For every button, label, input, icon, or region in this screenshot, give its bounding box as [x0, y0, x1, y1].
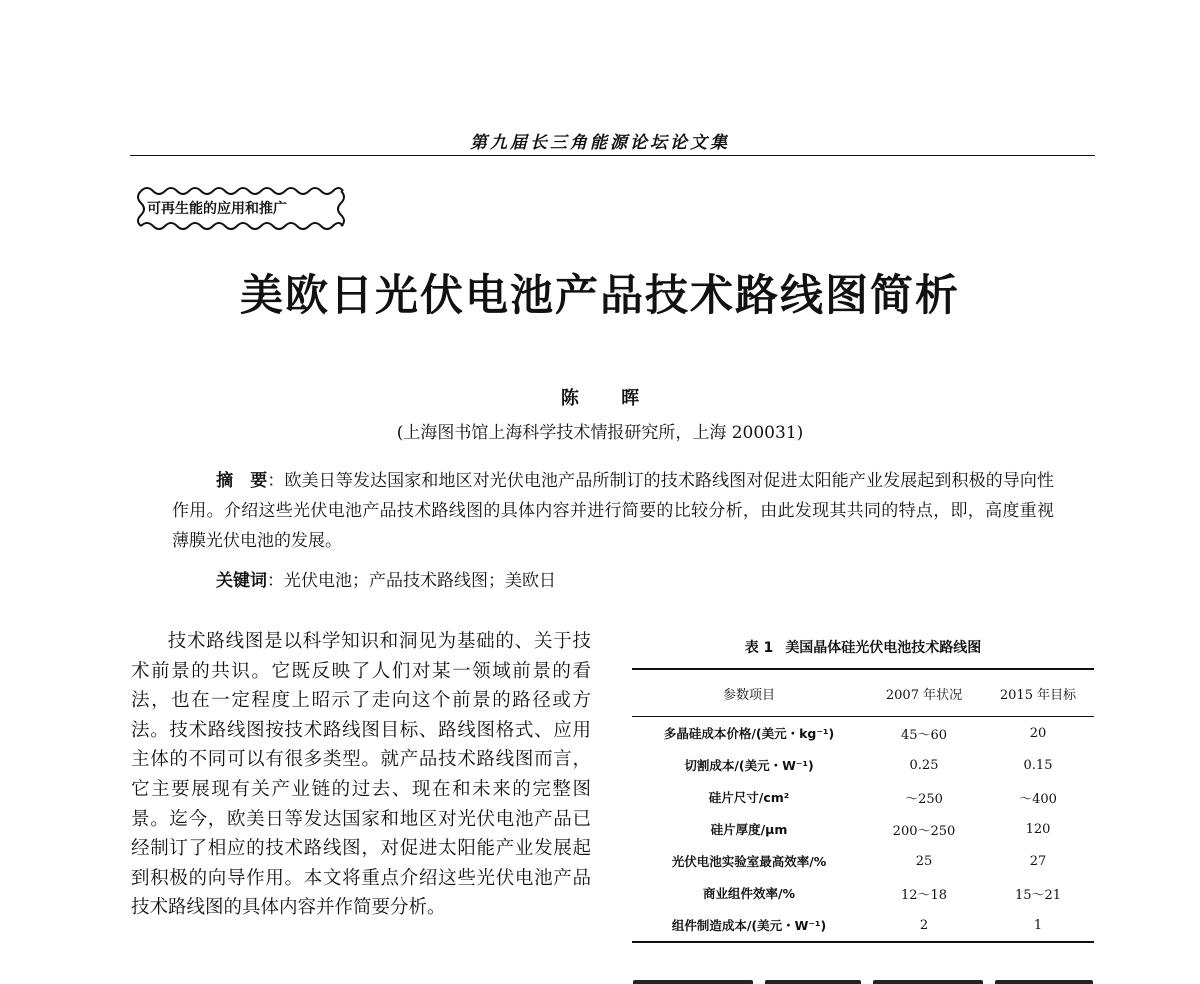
table-cell: 光伏电池实验室最高效率/%	[671, 854, 827, 869]
table-cell: 0.15	[1023, 757, 1053, 773]
table-header-cell: 参数项目	[632, 669, 866, 717]
abstract-label: 摘 要	[216, 471, 268, 491]
table-cell: 25	[915, 853, 933, 869]
running-header: 第九届长三角能源论坛论文集	[470, 133, 730, 153]
keywords-label: 关键词	[216, 571, 267, 591]
table-caption-text: 美国晶体硅光伏电池技术路线图	[785, 640, 982, 656]
table-cell: 1	[982, 909, 1094, 942]
table-header-cell: 2007 年状况	[866, 669, 982, 717]
table-number: 表 1	[744, 640, 774, 656]
author-name: 陈 晖	[560, 388, 658, 409]
table-caption	[632, 637, 1094, 657]
table-cell: 2	[866, 909, 982, 942]
table-cell: 120	[1025, 821, 1051, 837]
table-cell: 硅片尺寸/cm²	[708, 790, 790, 805]
table-row	[632, 845, 1094, 877]
author-affiliation: (上海图书馆上海科学技术情报研究所，上海 200031)	[396, 423, 804, 443]
table-cell: 商业组件效率/%	[702, 886, 796, 901]
table-row	[632, 909, 1094, 942]
table-cell: 组件制造成本/(美元・W⁻¹)	[632, 909, 866, 942]
keywords-text: ：光伏电池；产品技术路线图；美欧日	[267, 571, 556, 591]
table-cell: 切割成本/(美元・W⁻¹)	[684, 758, 814, 773]
table-row	[632, 717, 1094, 750]
table-cell: 15～21	[1014, 887, 1062, 903]
table-cell: 硅片厚度/μm	[710, 822, 788, 837]
table-cell: 27	[1029, 853, 1047, 869]
header-rule	[130, 155, 1095, 156]
table-cell: ～400	[1019, 791, 1057, 807]
abstract-text: ：欧美日等发达国家和地区对光伏电池产品所制订的技术路线图对促进太阳能产业发展起到积极的导向性作用。介绍这些光伏电池产品技术路线图的具体内容并进行简要的比较分析，由此发现其共同的特点，即，高度重视薄膜光伏电池的发展。	[172, 471, 1055, 551]
table-row	[632, 813, 1094, 845]
body-text	[131, 627, 591, 923]
table-row	[632, 877, 1094, 909]
table-header-cell: 2015 年目标	[982, 669, 1094, 717]
table-cell: 20	[1029, 725, 1047, 741]
table-cell: 200～250	[892, 823, 956, 839]
table-cell: 多晶硅成本价格/(美元・kg⁻¹)	[663, 726, 835, 741]
table-cell: ～250	[905, 791, 943, 807]
data-table	[632, 668, 1094, 943]
table-cell: 0.25	[909, 757, 939, 773]
paper-title: 美欧日光伏电池产品技术路线图简析	[240, 271, 960, 321]
abstract	[172, 466, 1054, 556]
section-tag-label: 可再生能的应用和推广	[147, 201, 287, 217]
keywords	[216, 566, 1054, 596]
section-tag	[133, 182, 347, 234]
body-paragraph: 技术路线图是以科学知识和洞见为基础的、关于技术前景的共识。它既反映了人们对某一领域前景的看法，也在一定程度上昭示了走向这个前景的路径或方法。技术路线图按技术路线图目标、路线图格式、应用主体的不同可以有很多类型。就产品技术路线图而言，它主要展现有关产业链的过去、现在和未来的完整图景。迄今，欧美日等发达国家和地区对光伏电池产品已经制订了相应的技术路线图，对促进太阳能产业发展起到积极的向导作用。本文将重点介绍这些光伏电池产品技术路线图的具体内容并作简要分析。	[131, 631, 591, 919]
table-row	[632, 749, 1094, 781]
table-header-row	[632, 669, 1094, 717]
table-cell: 12～18	[900, 887, 948, 903]
table-cell: 45～60	[900, 727, 948, 743]
cut-off-text-line	[633, 974, 1093, 984]
table-row	[632, 781, 1094, 813]
